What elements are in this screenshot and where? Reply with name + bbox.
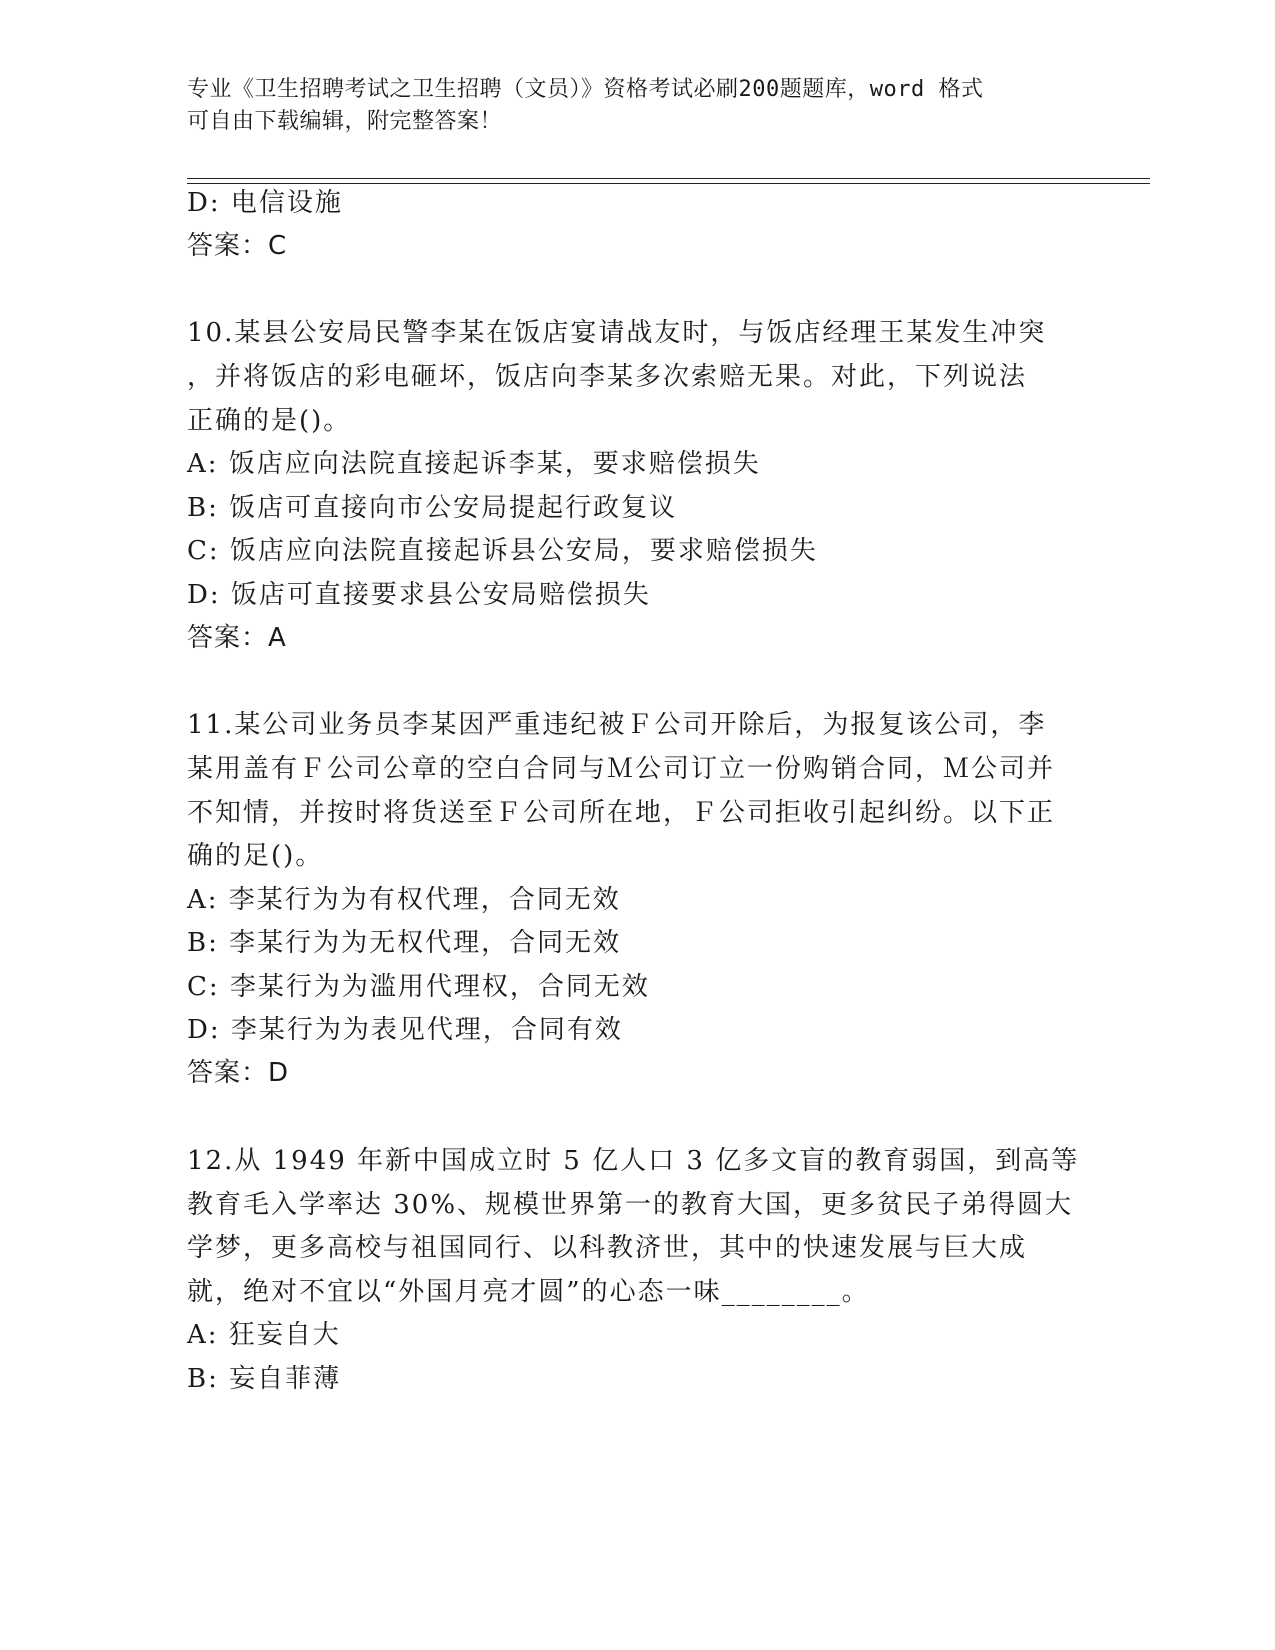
- prev-answer: 答案：C: [187, 231, 288, 261]
- question-10-option-d: D: 饭店可直接要求县公安局赔偿损失: [187, 580, 651, 610]
- question-12-option-b: B: 妄自菲薄: [187, 1364, 342, 1394]
- question-11-answer: 答案：D: [187, 1058, 290, 1088]
- question-12-option-a: A: 狂妄自大: [187, 1320, 341, 1350]
- question-12-stem-line2: 教育毛入学率达 30%、规模世界第一的教育大国，更多贫民子弟得圆大: [187, 1190, 1074, 1220]
- question-11-stem-line3: 不知情，并按时将货送至Ｆ公司所在地，Ｆ公司拒收引起纠纷。以下正: [187, 798, 1056, 828]
- header-title-line1: 专业《卫生招聘考试之卫生招聘（文员）》资格考试必刷200题题库，word 格式: [187, 77, 984, 102]
- question-12-stem-line1: 12.从 1949 年新中国成立时 5 亿人口 3 亿多文盲的教育弱国，到高等: [187, 1146, 1080, 1176]
- prev-option-d: D: 电信设施: [187, 188, 343, 218]
- question-10-option-b: B: 饭店可直接向市公安局提起行政复议: [187, 493, 678, 523]
- question-11-option-c: C: 李某行为为滥用代理权，合同无效: [187, 972, 650, 1002]
- question-11-option-d: D: 李某行为为表见代理，合同有效: [187, 1015, 623, 1045]
- question-12-stem-line4: 就，绝对不宜以“外国月亮才圆”的心态一味________。: [187, 1277, 870, 1307]
- question-12-stem-line3: 学梦，更多高校与祖国同行、以科教济世，其中的快速发展与巨大成: [187, 1233, 1028, 1263]
- question-10-stem-line1: 10.某县公安局民警李某在饭店宴请战友时，与饭店经理王某发生冲突: [187, 318, 1047, 348]
- header-divider-top: [187, 178, 1150, 179]
- question-10-option-c: C: 饭店应向法院直接起诉县公安局，要求赔偿损失: [187, 536, 818, 566]
- question-11-option-a: A: 李某行为为有权代理，合同无效: [187, 885, 621, 915]
- question-11-stem-line2: 某用盖有Ｆ公司公章的空白合同与Ｍ公司订立一份购销合同，Ｍ公司并: [187, 754, 1056, 784]
- document-header: [187, 74, 1087, 138]
- header-title-line2: 可自由下载编辑，附完整答案！: [187, 109, 503, 134]
- question-10-answer: 答案：A: [187, 623, 287, 653]
- question-11-stem-line1: 11.某公司业务员李某因严重违纪被Ｆ公司开除后，为报复该公司，李: [187, 710, 1047, 740]
- question-11-option-b: B: 李某行为为无权代理，合同无效: [187, 928, 622, 958]
- question-11-stem-line4: 确的足()。: [187, 841, 324, 871]
- question-10-stem-line3: 正确的是()。: [187, 406, 352, 436]
- question-10-option-a: A: 饭店应向法院直接起诉李某，要求赔偿损失: [187, 449, 761, 479]
- question-10-stem-line2: ，并将饭店的彩电砸坏，饭店向李某多次索赔无果。对此，下列说法: [187, 362, 1028, 392]
